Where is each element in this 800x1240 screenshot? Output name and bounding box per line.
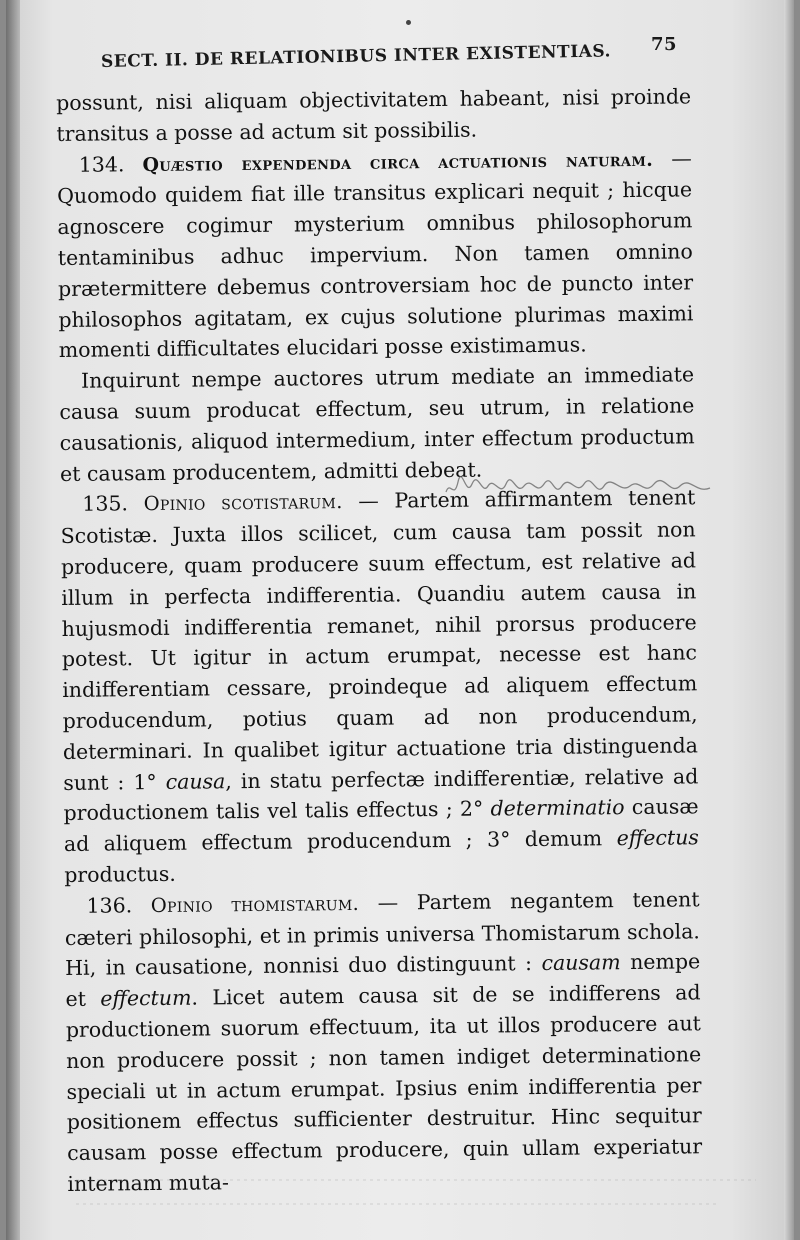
paragraph-134 <box>57 143 694 366</box>
paragraph-text: nempe et <box>65 949 701 1012</box>
paragraph-text: — Partem affirmantem tenent Scotistæ. Juxta illos scilicet, cum causa tam possit non producere, quam producere suum effectum, est relative ad illum in perfecta indifferentia. Quandiu autem causa in hujusmodi indifferentia remanet, nihil prorsus producere potest. Ut igitur in actum erumpat, necesse est hanc indifferentiam cessare, proindeque ad aliquem effectum producendum, potius quam ad non producendum, determinari. In qualibet igitur actuatione tria distinguenda sunt : 1° <box>60 485 699 795</box>
paragraph-text: — Partem negantem tenent cæteri philosophi, et in primis universa Thomistarum schola. Hi, in causatione, nonnisi duo distinguunt : <box>64 887 700 981</box>
bleed-through-text <box>66 1160 766 1230</box>
section-number: 136. <box>86 892 133 918</box>
section-heading: Opinio scotistarum. <box>143 490 343 516</box>
running-title: SECT. II. DE RELATIONIBUS INTER EXISTENTIAS. <box>100 41 612 72</box>
pencil-annotation <box>444 470 714 504</box>
section-number: 135. <box>82 491 129 517</box>
paragraph-136 <box>64 884 702 1200</box>
italic-term: determinatio <box>490 795 625 821</box>
paragraph-continued <box>56 81 692 149</box>
section-number: 134. <box>78 151 125 177</box>
section-heading: Quæstio expendenda circa actuationis naturam. <box>142 148 654 176</box>
page-number: 75 <box>651 34 678 55</box>
ink-speck <box>406 20 411 25</box>
paragraph-text: causæ ad aliquem effectum producendum ; 3° demum <box>63 794 699 857</box>
paragraph-135 <box>60 483 699 891</box>
italic-term: effectus <box>616 825 700 851</box>
italic-term: causa <box>165 768 226 794</box>
italic-term: effectum <box>100 985 192 1011</box>
section-heading: Opinio thomistarum. <box>150 891 360 917</box>
page-edge-shadow <box>784 0 794 1240</box>
italic-term: causam <box>541 950 621 976</box>
paragraph-text: . Licet autem causa sit de se indifferens ad productionem suorum effectuum, ita ut illos producere aut non producere possit ; non tamen indiget determinatione speciali ut in actum erumpat. Ipsius enim indifferentia per positionem effectus sufficienter destruitur. Hinc sequitur causam posse effectum producere, quin ullam experiatur internam muta- <box>65 980 703 1196</box>
paragraph-text: Inquirunt nempe auctores utrum mediate an immediate causa suum producat effectum, seu utrum, in relatione causationis, aliquod intermedium, inter effectum productum et causam producentem, admitti debeat. <box>59 362 695 486</box>
paragraph-text: — Quomodo quidem fiat ille transitus explicari nequit ; hicque agnoscere cogimur mysterium omnibus philosophorum tentaminibus adhuc impervium. Non tamen omnino prætermittere debemus controversiam hoc de puncto inter philosophos agitatam, ex cujus solutione plurimas maximi momenti difficultates elucidari posse existimamus. <box>57 145 694 363</box>
paragraph-text: possunt, nisi aliquam objectivitatem habeant, nisi proinde transitus a posse ad actum sit possibilis. <box>56 84 692 146</box>
page-gutter-shadow <box>6 0 20 1240</box>
paragraph-text: productus. <box>64 861 176 887</box>
book-page <box>6 0 794 1240</box>
paragraph-text: , in statu perfectæ indifferentiæ, relative ad productionem talis vel talis effectus ; 2° <box>63 763 699 826</box>
body-text <box>56 81 703 1199</box>
